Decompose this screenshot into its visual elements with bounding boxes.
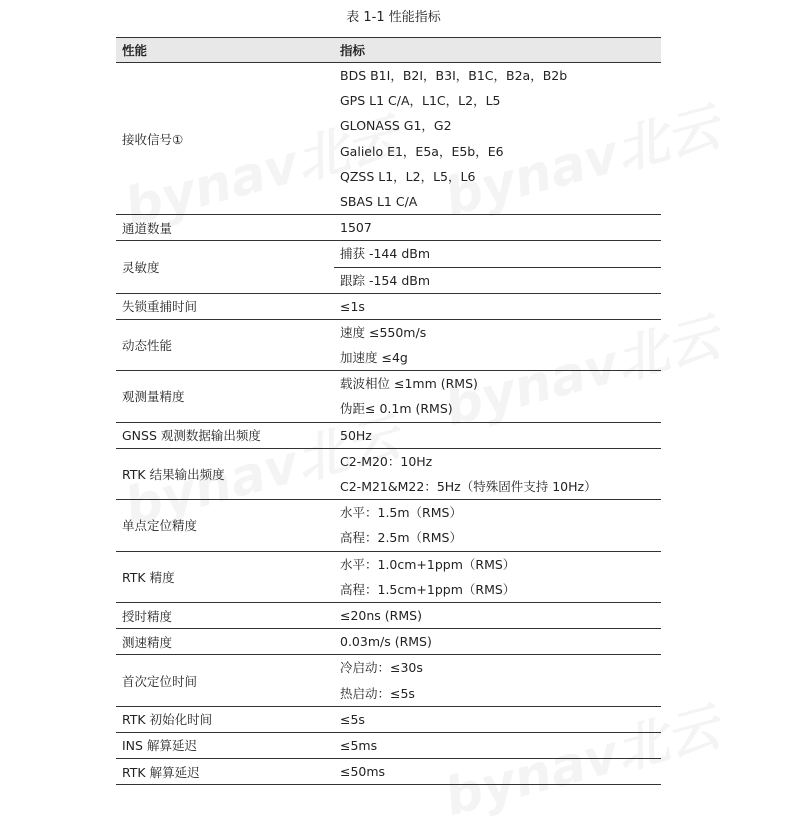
table-row xyxy=(116,215,661,241)
header-performance: 性能 xyxy=(116,38,334,63)
row-label: 动态性能 xyxy=(116,319,334,370)
row-label: 测速精度 xyxy=(116,629,334,655)
row-label: 接收信号① xyxy=(116,63,334,215)
row-values xyxy=(334,319,661,370)
row-value: 加速度 ≤4g xyxy=(340,350,408,366)
row-values xyxy=(334,422,661,448)
row-value: SBAS L1 C/A xyxy=(340,193,418,209)
row-value: 捕获 -144 dBm xyxy=(334,241,661,267)
table-row xyxy=(116,241,661,293)
row-values xyxy=(334,629,661,655)
table-row xyxy=(116,422,661,448)
row-value: 热启动：≤5s xyxy=(340,685,415,701)
row-values xyxy=(334,759,661,785)
row-label: GNSS 观测数据输出频度 xyxy=(116,422,334,448)
row-value: 水平：1.5m（RMS） xyxy=(340,505,462,521)
table-row xyxy=(116,629,661,655)
row-value: QZSS L1，L2，L5，L6 xyxy=(340,168,476,184)
row-label: 灵敏度 xyxy=(116,241,334,293)
row-values xyxy=(334,500,661,551)
performance-table xyxy=(116,37,661,785)
row-label: RTK 初始化时间 xyxy=(116,706,334,732)
row-label: 失锁重捕时间 xyxy=(116,293,334,319)
row-value: GPS L1 C/A，L1C，L2，L5 xyxy=(340,93,501,109)
row-label: 首次定位时间 xyxy=(116,655,334,706)
table-row xyxy=(116,371,661,422)
row-values xyxy=(334,706,661,732)
row-label: 单点定位精度 xyxy=(116,500,334,551)
table-row xyxy=(116,448,661,499)
row-value: Galielo E1，E5a，E5b，E6 xyxy=(340,143,504,159)
row-label: 观测量精度 xyxy=(116,371,334,422)
row-value: 50Hz xyxy=(340,427,372,443)
table-row xyxy=(116,655,661,706)
row-label: RTK 结果输出频度 xyxy=(116,448,334,499)
row-label: RTK 精度 xyxy=(116,551,334,602)
row-value: C2-M20：10Hz xyxy=(340,453,433,469)
row-value: C2-M21&M22：5Hz（特殊固件支持 10Hz） xyxy=(340,479,597,494)
row-value: 伪距≤ 0.1m (RMS) xyxy=(340,401,453,417)
table-row xyxy=(116,706,661,732)
row-values xyxy=(334,551,661,602)
row-values xyxy=(334,655,661,706)
row-values xyxy=(334,371,661,422)
row-value: 1507 xyxy=(340,220,372,236)
row-values xyxy=(334,602,661,628)
row-value: BDS B1I，B2I，B3I，B1C，B2a，B2b xyxy=(340,68,568,83)
row-value: 0.03m/s (RMS) xyxy=(340,634,432,650)
row-value: 冷启动：≤30s xyxy=(340,660,423,676)
row-label: RTK 解算延迟 xyxy=(116,759,334,785)
row-value: ≤5ms xyxy=(340,737,378,753)
table-row xyxy=(116,500,661,551)
row-values xyxy=(334,448,661,499)
table-header xyxy=(116,38,661,63)
row-value: ≤5s xyxy=(340,711,365,727)
row-value: GLONASS G1，G2 xyxy=(340,118,452,134)
row-value: ≤50ms xyxy=(340,764,386,780)
table-row xyxy=(116,551,661,602)
row-value: 跟踪 -154 dBm xyxy=(340,272,431,288)
row-value: 水平：1.0cm+1ppm（RMS） xyxy=(340,556,516,572)
table-row xyxy=(116,63,661,215)
table-row xyxy=(116,293,661,319)
row-value: 高程：1.5cm+1ppm（RMS） xyxy=(340,581,516,597)
row-value: 载波相位 ≤1mm (RMS) xyxy=(340,376,478,392)
row-values xyxy=(334,215,661,241)
row-label: 授时精度 xyxy=(116,602,334,628)
row-values xyxy=(334,63,661,215)
table-row xyxy=(116,732,661,758)
row-value: 速度 ≤550m/s xyxy=(340,324,427,340)
header-spec: 指标 xyxy=(334,38,661,63)
row-value: 高程：2.5m（RMS） xyxy=(340,530,462,546)
row-value: ≤20ns (RMS) xyxy=(340,607,422,623)
row-values xyxy=(334,293,661,319)
row-value: ≤1s xyxy=(340,298,365,314)
row-label: INS 解算延迟 xyxy=(116,732,334,758)
table-caption: 表 1-1 性能指标 xyxy=(346,10,441,25)
row-values xyxy=(334,241,661,293)
table-row xyxy=(116,319,661,370)
row-label: 通道数量 xyxy=(116,215,334,241)
row-values xyxy=(334,732,661,758)
table-row xyxy=(116,759,661,785)
table-row xyxy=(116,602,661,628)
